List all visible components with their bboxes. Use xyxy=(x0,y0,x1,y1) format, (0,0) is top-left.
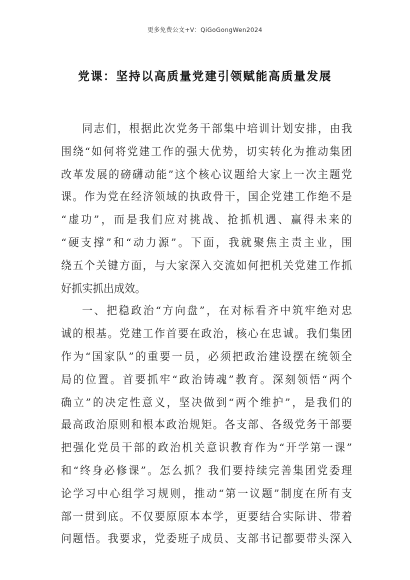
paragraph-line: 最高政治原则和根本政治规矩。各支部、各级党务干部要 xyxy=(61,419,352,432)
body-text xyxy=(61,118,352,551)
paragraph-line: 围绕“如何将党建工作的强大优势，切实转化为推动集团 xyxy=(61,145,352,158)
paragraph-line: 绕五个关键方面，与大家深入交流如何把机关党建工作抓 xyxy=(61,259,352,272)
paragraph-line: “虚功”，而是我们应对挑战、抢抓机遇、赢得未来的 xyxy=(61,214,352,227)
paragraph-line: 一、把稳政治“方向盘”，在对标看齐中筑牢绝对忠 xyxy=(82,305,352,318)
paragraph-line: 局的位置。首要抓牢“政治铸魂”教育。深刻领悟“两个 xyxy=(61,373,352,386)
paragraph-line: 作为“国家队”的重要一员，必须把政治建设摆在统领全 xyxy=(61,350,352,363)
paragraph-line: 好抓实抓出成效。 xyxy=(61,282,146,295)
paragraph-line: 和“终身必修课”。怎么抓？我们要持续完善集团党委理 xyxy=(61,464,352,477)
paragraph-line: 同志们，根据此次党务干部集中培训计划安排，由我 xyxy=(82,123,352,135)
paragraph-line: 诚的根基。党建工作首要在政治，核心在忠诚。我们集团 xyxy=(61,328,352,341)
paragraph-line: 改革发展的磅礴动能”这个核心议题给大家上一次主题党 xyxy=(61,168,352,181)
paragraph-line: 确立”的决定性意义，坚决做到“两个维护”，是我们的 xyxy=(61,396,352,409)
paragraph-line: “硬支撑”和“动力源”。下面，我就聚焦主责主业，围 xyxy=(61,236,352,249)
paragraph-line: 部一贯到底。不仅要原原本本学，更要结合实际讲、带着 xyxy=(61,510,352,523)
paragraph-line: 课。作为党在经济领域的执政骨干，国企党建工作绝不是 xyxy=(61,191,352,204)
header-note: 更多免费公文+V：QiGoGongWen2024 xyxy=(147,27,263,34)
paragraph-line: 论学习中心组学习规则，推动“第一议题”制度在所有支 xyxy=(61,487,352,500)
paragraph-line: 把强化党员干部的政治机关意识教育作为“开学第一课” xyxy=(61,442,352,455)
document-title: 党课：坚持以高质量党建引领赋能高质量发展 xyxy=(78,69,332,83)
paragraph-line: 问题悟。我要求，党委班子成员、支部书记都要带头深入 xyxy=(61,533,352,546)
